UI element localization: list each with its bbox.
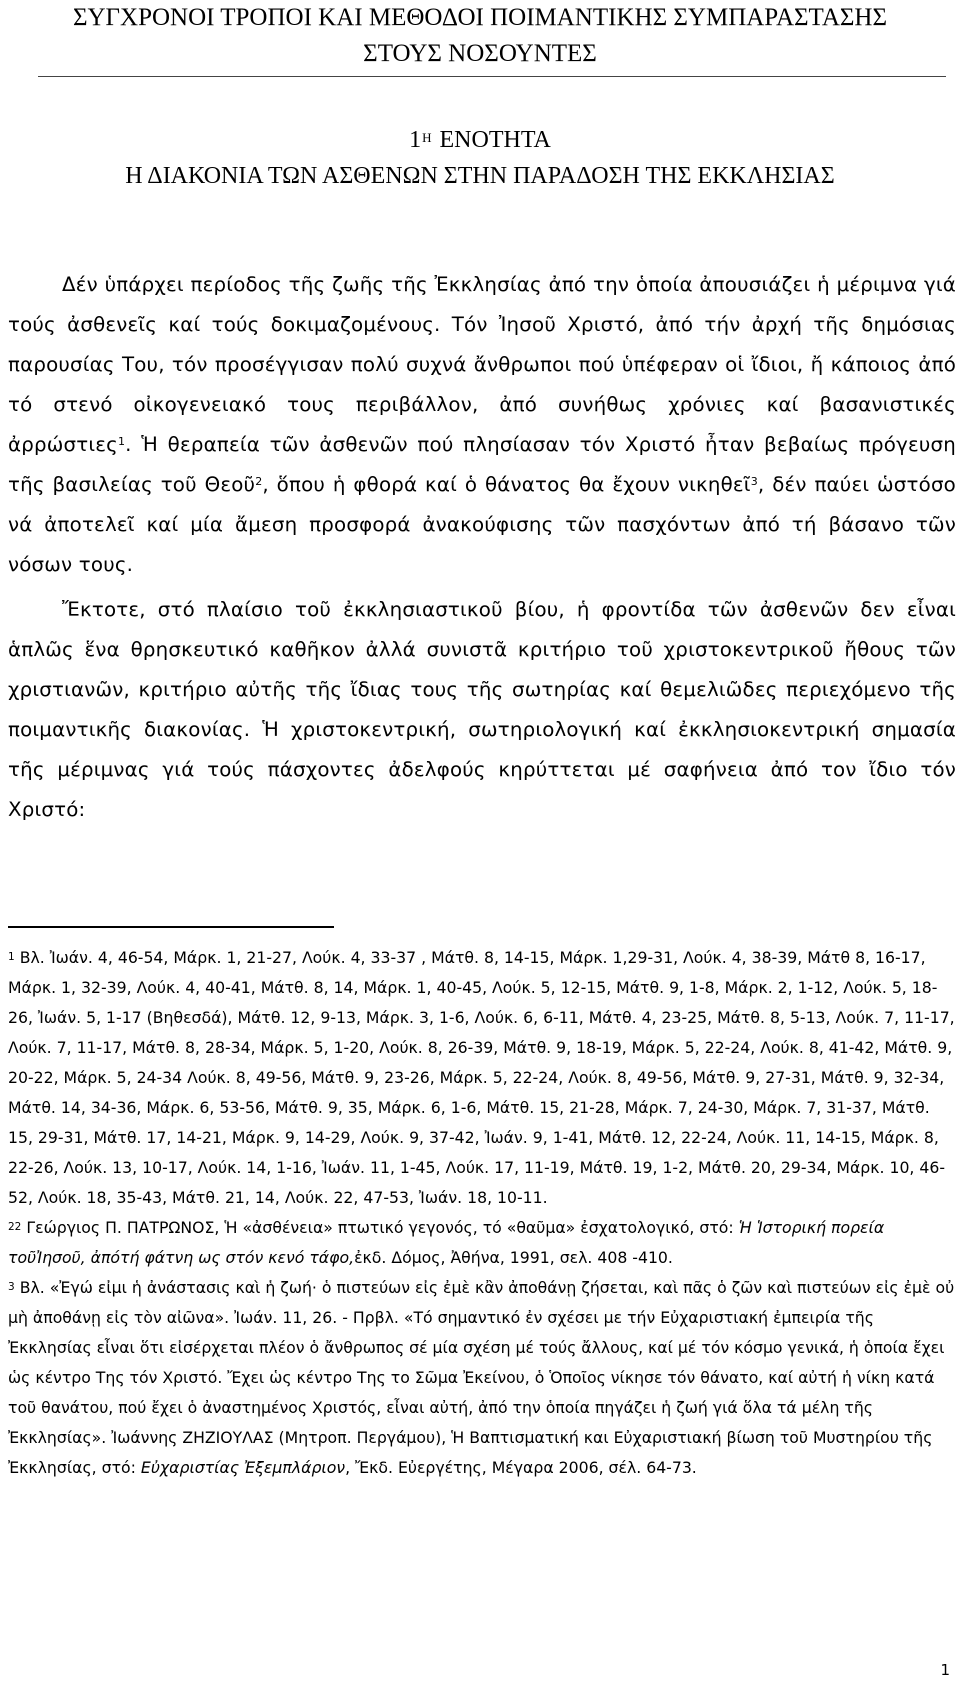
footnote-2-text-b: ἐκδ. Δόμος, Ἀθήνα, 1991, σελ. 408 -410. xyxy=(354,1248,673,1267)
footnote-3 xyxy=(8,1273,956,1483)
section-number: 1 xyxy=(409,127,422,153)
footnote-2-italic-title: Ἡ Ἱστορική πορεία τοῦἸησοῦ, ἀπότή φάτνη ως στόν κενό τάφο, xyxy=(8,1218,885,1267)
paragraph-1-part-d: , δέν παύει ὡστόσο νά ἀποτελεῖ καί μία ἄμεση προσφορά ἀνακούφισης τῶν πασχόντων ἀπό τή βάσανο τῶν νόσων τους. xyxy=(8,473,956,576)
document-header xyxy=(0,0,960,72)
footnote-ref-2[interactable]: 2 xyxy=(255,475,263,488)
section-title: Η ΔΙΑΚΟΝΙΑ ΤΩΝ ΑΣΘΕΝΩΝ ΣΤΗΝ ΠΑΡΑΔΟΣΗ ΤΗΣ ΕΚΚΛΗΣΙΑΣ xyxy=(125,163,835,189)
footnote-2 xyxy=(8,1213,956,1273)
footnote-3-number: 3 xyxy=(8,1281,15,1293)
header-title-line-1: ΣΥΓΧΡΟΝΟΙ ΤΡΟΠΟΙ ΚΑΙ ΜΕΘΟΔΟΙ ΠΟΙΜΑΝΤΙΚΗΣ ΣΥΜΠΑΡΑΣΤΑΣΗΣ xyxy=(72,4,888,31)
footnote-3-text-a: Βλ. «Ἐγώ εἰμι ἡ ἀνάστασις καὶ ἡ ζωή· ὁ πιστεύων εἰς ἐμὲ κἂν ἀποθάνῃ ζήσεται, καὶ πᾶς ὁ ζῶν καὶ πιστεύων εἰς ἐμὲ οὐ μὴ ἀποθάνῃ εἰς τὸν αἰῶνα». Ἰωάν. 11, 26. - Πρβλ. «Τό σημαντικό ἐν σχέσει με τήν Εὐχαριστιακή ἐμπειρία τῆς Ἐκκλησίας εἶναι ὅτι εἰσέρχεται πλέον ὁ ἄνθρωπος σέ μία σχέση μέ τούς ἄλλους, καί μέ τόν κόσμο γενικά, ἡ ὁποία ἔχει ὡς κέντρο Της τόν Χριστό. Ἔχει ὡς κέντρο Της το Σῶμα Ἐκείνου, ὁ Ὁποῖος νίκησε τόν θάνατο, καί αὐτή ἡ νίκη κατά τοῦ θανάτου, πού ἔχει ὁ ἀναστημένος Χριστός, εἶναι αὐτή, ἀπό την ὁποία πηγάζει ἡ ζωή γιά ὅλα τά μέλη τῆς Ἐκκλησίας». Ἰωάννης ΖΗΖΙΟΥΛΑΣ (Μητροπ. Περγάμου), Ἡ Βαπτισματική και Εὐχαριστιακή βίωση τοῦ Μυστηρίου τῆς Ἐκκλησίας, στό: xyxy=(8,1278,955,1477)
footnote-1 xyxy=(8,943,956,1213)
section-label: ΕΝΟΤΗΤΑ xyxy=(439,127,551,153)
page-number: 1 xyxy=(940,1661,950,1679)
section-heading xyxy=(0,122,960,194)
body-text xyxy=(8,265,956,830)
footnote-3-italic-title: Εὐχαριστίας Ἐξεμπλάριον xyxy=(140,1458,346,1477)
paragraph-1-part-c: , ὅπου ἡ φθορά καί ὁ θάνατος θα ἔχουν νικηθεῖ xyxy=(262,473,751,496)
footnote-divider xyxy=(8,926,334,928)
footnote-ref-1[interactable]: 1 xyxy=(117,435,126,448)
header-title-line-2: ΣΤΟΥΣ ΝΟΣΟΥΝΤΕΣ xyxy=(363,40,597,67)
footnote-3-text-b: , Ἔκδ. Εὐεργέτης, Μέγαρα 2006, σέλ. 64-73. xyxy=(345,1458,697,1477)
paragraph-1 xyxy=(8,265,956,585)
section-number-line xyxy=(0,122,960,158)
paragraph-1-part-a: Δέν ὑπάρχει περίοδος τῆς ζωῆς τῆς Ἐκκλησίας ἀπό την ὁποία ἀπουσιάζει ἡ μέριμνα γιά τούς ἀσθενεῖς καί τούς δοκιμαζομένους. Τόν Ἰησοῦ Χριστό, ἀπό τήν ἀρχή τῆς δημόσιας παρουσίας Του, τόν προσέγγισαν πολύ συχνά ἄνθρωποι πού ὑπέφεραν οἱ ἴδιοι, ἤ κάποιος ἀπό τό στενό οἰκογενειακό τους περιβάλλον, ἀπό συνήθως χρόνιες καί βασανιστικές ἀρρώστιες xyxy=(8,273,956,456)
header-divider xyxy=(38,76,946,77)
footnote-2-text-a: Γεώργιος Π. ΠΑΤΡΩΝΟΣ, Ἡ «ἀσθένεια» πτωτικό γεγονός, τό «θαῦμα» ἐσχατολογικό, στό: xyxy=(26,1218,739,1237)
paragraph-1-part-b: . Ἡ θεραπεία τῶν ἀσθενῶν πού πλησίασαν τόν Χριστό ἦταν βεβαίως πρόγευση τῆς βασιλείας τοῦ Θεοῦ xyxy=(8,433,956,496)
footnote-1-number: 1 xyxy=(8,951,15,963)
footnote-2-number: 22 xyxy=(8,1221,22,1233)
paragraph-2: Ἔκτοτε, στό πλαίσιο τοῦ ἐκκλησιαστικοῦ βίου, ἡ φροντίδα τῶν ἀσθενῶν δεν εἶναι ἁπλῶς ἕνα θρησκευτικό καθῆκον ἀλλά συνιστᾶ κριτήριο τοῦ χριστοκεντρικοῦ ἤθους τῶν χριστιανῶν, κριτήριο αὐτῆς τῆς ἴδιας τους τῆς σωτηρίας καί θεμελιῶδες περιεχόμενο τῆς ποιμαντικῆς διακονίας. Ἡ χριστοκεντρική, σωτηριολογική καί ἐκκλησιοκεντρική σημασία τῆς μέριμνας γιά τούς πάσχοντες ἀδελφούς κηρύττεται μέ σαφήνεια ἀπό τον ἴδιο τόν Χριστό: xyxy=(8,598,956,821)
footnote-ref-3[interactable]: 3 xyxy=(750,475,758,488)
footnote-1-text: Βλ. Ἰωάν. 4, 46-54, Μάρκ. 1, 21-27, Λούκ. 4, 33-37 , Μάτθ. 8, 14-15, Μάρκ. 1,29-31, Λούκ. 4, 38-39, Μάτθ 8, 16-17, Μάρκ. 1, 32-39, Λούκ. 4, 40-41, Μάτθ. 8, 14, Μάρκ. 1, 40-45, Λούκ. 5, 12-15, Μάτθ. 9, 1-8, Μάρκ. 2, 1-12, Λούκ. 5, 18-26, Ἰωάν. 5, 1-17 (Βηθεσδά), Μάτθ. 12, 9-13, Μάρκ. 3, 1-6, Λούκ. 6, 6-11, Μάτθ. 4, 23-25, Μάτθ. 8, 5-13, Λούκ. 7, 11-17, Λούκ. 7, 11-17, Μάτθ. 8, 28-34, Μάρκ. 5, 1-20, Λούκ. 8, 26-39, Μάτθ. 9, 18-19, Μάρκ. 5, 22-24, Λούκ. 8, 41-42, Μάτθ. 9, 20-22, Μάρκ. 5, 24-34 Λούκ. 8, 49-56, Μάτθ. 9, 23-26, Μάρκ. 5, 22-24, Λούκ. 8, 49-56, Μάτθ. 9, 27-31, Μάτθ. 9, 32-34, Μάτθ. 14, 34-36, Μάρκ. 6, 53-56, Μάτθ. 9, 35, Μάρκ. 6, 1-6, Μάτθ. 15, 21-28, Μάρκ. 7, 24-30, Μάρκ. 7, 31-37, Μάτθ. 15, 29-31, Μάτθ. 17, 14-21, Μάρκ. 9, 14-29, Λούκ. 9, 37-42, Ἰωάν. 9, 1-41, Μάτθ. 12, 22-24, Λούκ. 11, 14-15, Μάρκ. 8, 22-26, Λούκ. 13, 10-17, Λούκ. 14, 1-16, Ἰωάν. 11, 1-45, Λούκ. 17, 11-19, Μάτθ. 19, 1-2, Μάτθ. 20, 29-34, Μάρκ. 10, 46-52, Λούκ. 18, 35-43, Μάτθ. 21, 14, Λούκ. 22, 47-53, Ἰωάν. 18, 10-11. xyxy=(8,948,955,1207)
section-number-suffix: Η xyxy=(422,130,432,145)
footnotes xyxy=(8,943,956,1483)
